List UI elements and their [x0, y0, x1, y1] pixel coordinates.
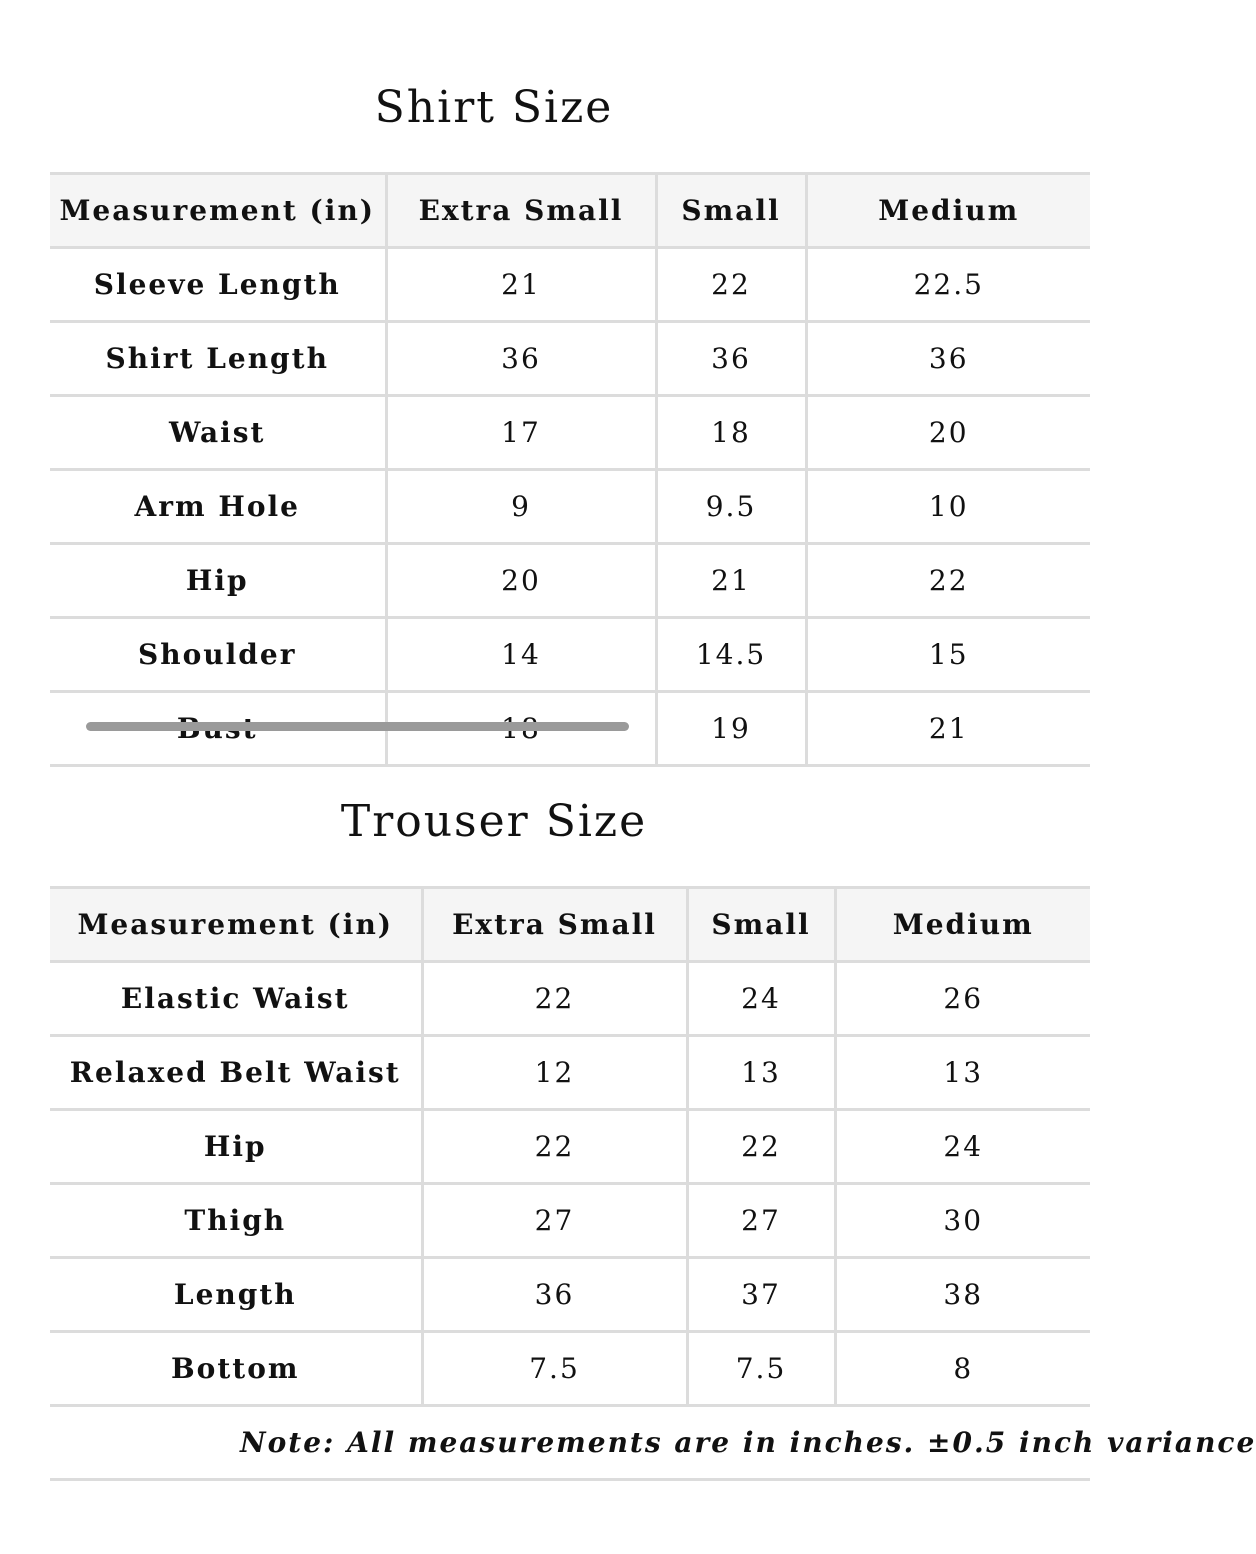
horizontal-scrollbar[interactable] [86, 722, 629, 731]
row-label: Elastic Waist [50, 962, 422, 1036]
column-header: Medium [806, 174, 1090, 248]
row-label: Sleeve Length [50, 248, 386, 322]
table-cell: 13 [687, 1036, 835, 1110]
shirt-size-title: Shirt Size [374, 82, 614, 133]
column-header: Small [656, 174, 806, 248]
table-cell: 36 [422, 1258, 687, 1332]
table-cell: 10 [806, 470, 1090, 544]
table-cell: 22 [422, 1110, 687, 1184]
table-row [50, 1036, 1090, 1110]
column-header: Small [687, 888, 835, 962]
table-cell: 19 [656, 692, 806, 766]
row-label: Shoulder [50, 618, 386, 692]
column-header: Extra Small [422, 888, 687, 962]
table-cell: 22 [687, 1110, 835, 1184]
table-cell: 21 [656, 544, 806, 618]
table-cell: 14 [386, 618, 656, 692]
note-label: Note [240, 1426, 324, 1459]
row-label: Thigh [50, 1184, 422, 1258]
table-row [50, 396, 1090, 470]
note-cell [50, 1406, 1256, 1480]
row-label: Shirt Length [50, 322, 386, 396]
row-label: Length [50, 1258, 422, 1332]
table-cell: 26 [835, 962, 1090, 1036]
table-cell: 9 [386, 470, 656, 544]
table-cell: 38 [835, 1258, 1090, 1332]
column-header: Measurement (in) [50, 888, 422, 962]
table-cell: 22 [806, 544, 1090, 618]
row-label: Arm Hole [50, 470, 386, 544]
row-label: Bottom [50, 1332, 422, 1406]
shirt-size-table-container[interactable] [50, 172, 1020, 745]
table-cell: 18 [656, 396, 806, 470]
table-row [50, 962, 1090, 1036]
table-row [50, 1258, 1090, 1332]
table-cell: 27 [422, 1184, 687, 1258]
table-cell: 13 [835, 1036, 1090, 1110]
table-cell: 22 [656, 248, 806, 322]
table-row [50, 544, 1090, 618]
table-row [50, 248, 1090, 322]
table-cell: 36 [806, 322, 1090, 396]
table-cell: 36 [386, 322, 656, 396]
column-header: Medium [835, 888, 1090, 962]
table-row [50, 1110, 1090, 1184]
row-label: Relaxed Belt Waist [50, 1036, 422, 1110]
table-cell: 20 [806, 396, 1090, 470]
table-cell: 37 [687, 1258, 835, 1332]
table-cell: 15 [806, 618, 1090, 692]
table-cell: 22.5 [806, 248, 1090, 322]
note-text: : All measurements are in inches. ±0.5 inch variance [323, 1426, 1256, 1459]
table-cell: 12 [422, 1036, 687, 1110]
row-label: Waist [50, 396, 386, 470]
table-row [50, 322, 1090, 396]
table-row [50, 618, 1090, 692]
table-cell: 27 [687, 1184, 835, 1258]
table-cell: 9.5 [656, 470, 806, 544]
trouser-size-title: Trouser Size [340, 796, 648, 847]
table-cell: 7.5 [687, 1332, 835, 1406]
table-cell: 21 [806, 692, 1090, 766]
table-row [50, 470, 1090, 544]
column-header: Extra Small [386, 174, 656, 248]
table-row [50, 1332, 1090, 1406]
shirt-size-table [50, 172, 1090, 767]
table-cell: 30 [835, 1184, 1090, 1258]
table-cell: 22 [422, 962, 687, 1036]
table-cell: 14.5 [656, 618, 806, 692]
table-header-row [50, 888, 1090, 962]
table-cell: 24 [835, 1110, 1090, 1184]
note-row [50, 1406, 1090, 1480]
row-label: Hip [50, 544, 386, 618]
table-cell: 17 [386, 396, 656, 470]
table-cell: 24 [687, 962, 835, 1036]
table-cell: 20 [386, 544, 656, 618]
trouser-size-table [50, 886, 1256, 1481]
trouser-size-table-container[interactable] [50, 886, 1256, 1459]
row-label: Hip [50, 1110, 422, 1184]
table-cell: 7.5 [422, 1332, 687, 1406]
table-row [50, 1184, 1090, 1258]
table-cell: 21 [386, 248, 656, 322]
column-header: Measurement (in) [50, 174, 386, 248]
table-header-row [50, 174, 1090, 248]
table-cell: 36 [656, 322, 806, 396]
table-cell: 8 [835, 1332, 1090, 1406]
